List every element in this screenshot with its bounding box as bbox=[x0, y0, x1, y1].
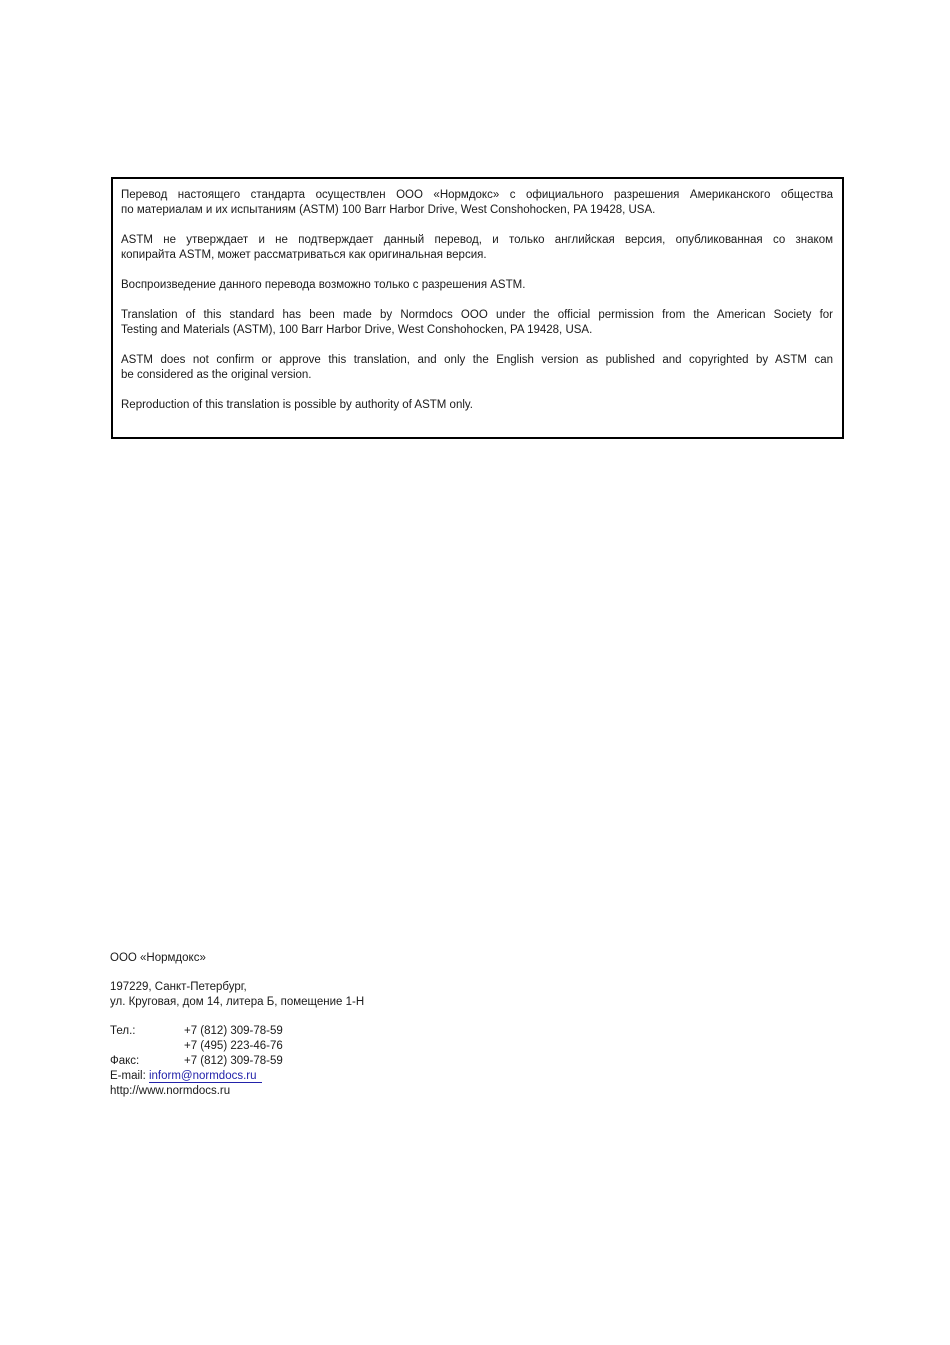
english-notice-group bbox=[121, 308, 833, 413]
phone-label: Тел.: bbox=[110, 1025, 136, 1037]
en-paragraph-reproduction bbox=[121, 398, 833, 413]
postal-address-line2: ул. Круговая, дом 14, литера Б, помещение 1-Н bbox=[110, 996, 365, 1008]
translation-notice-box bbox=[111, 177, 844, 439]
en-paragraph-translation-permission bbox=[121, 308, 833, 338]
text-line: Перевод настоящего стандарта осуществлен ООО «Нормдокс» с официального разрешения Американского общества bbox=[121, 189, 833, 201]
spacer bbox=[110, 966, 364, 980]
text-line: Воспроизведение данного перевода возможно только с разрешения ASTM. bbox=[121, 279, 526, 291]
text-line: Testing and Materials (ASTM), 100 Barr Harbor Drive, West Conshohocken, PA 19428, USA. bbox=[121, 324, 593, 336]
spacer bbox=[110, 1010, 364, 1024]
text-line: ASTM не утверждает и не подтверждает данный перевод, и только английская версия, опубликованная со знаком bbox=[121, 234, 833, 246]
en-paragraph-no-approval bbox=[121, 353, 833, 383]
email-label: E-mail: bbox=[110, 1070, 146, 1082]
contact-block bbox=[110, 951, 364, 1099]
text-line: копирайта ASTM, может рассматриваться как оригинальная версия. bbox=[121, 249, 487, 261]
fax-number: +7 (812) 309-78-59 bbox=[184, 1055, 283, 1067]
text-line: be considered as the original version. bbox=[121, 369, 312, 381]
text-line: ASTM does not confirm or approve this translation, and only the English version as published and copyrighted by ASTM can bbox=[121, 354, 833, 366]
fax-label: Факс: bbox=[110, 1055, 140, 1067]
email-row bbox=[110, 1069, 364, 1084]
email-link[interactable]: inform@normdocs.ru bbox=[149, 1070, 262, 1083]
phone-number-1: +7 (812) 309-78-59 bbox=[184, 1025, 283, 1037]
text-line: Translation of this standard has been made by Normdocs OOO under the official permission from the American Society for bbox=[121, 309, 833, 321]
postal-address-line1: 197229, Санкт-Петербург, bbox=[110, 981, 247, 993]
ru-paragraph-reproduction bbox=[121, 278, 833, 293]
text-line: по материалам и их испытаниям (ASTM) 100 Barr Harbor Drive, West Conshohocken, PA 19428, USA. bbox=[121, 204, 656, 216]
website-url: http://www.normdocs.ru bbox=[110, 1085, 231, 1097]
text-line: Reproduction of this translation is possible by authority of ASTM only. bbox=[121, 399, 473, 411]
fax-row bbox=[110, 1054, 364, 1069]
ru-paragraph-translation-permission bbox=[121, 188, 833, 218]
ru-paragraph-no-approval bbox=[121, 233, 833, 263]
phone-number-2: +7 (495) 223-46-76 bbox=[184, 1040, 283, 1052]
company-name: ООО «Нормдокс» bbox=[110, 952, 206, 964]
phone-row-1 bbox=[110, 1024, 364, 1039]
phone-row-2 bbox=[110, 1039, 364, 1054]
